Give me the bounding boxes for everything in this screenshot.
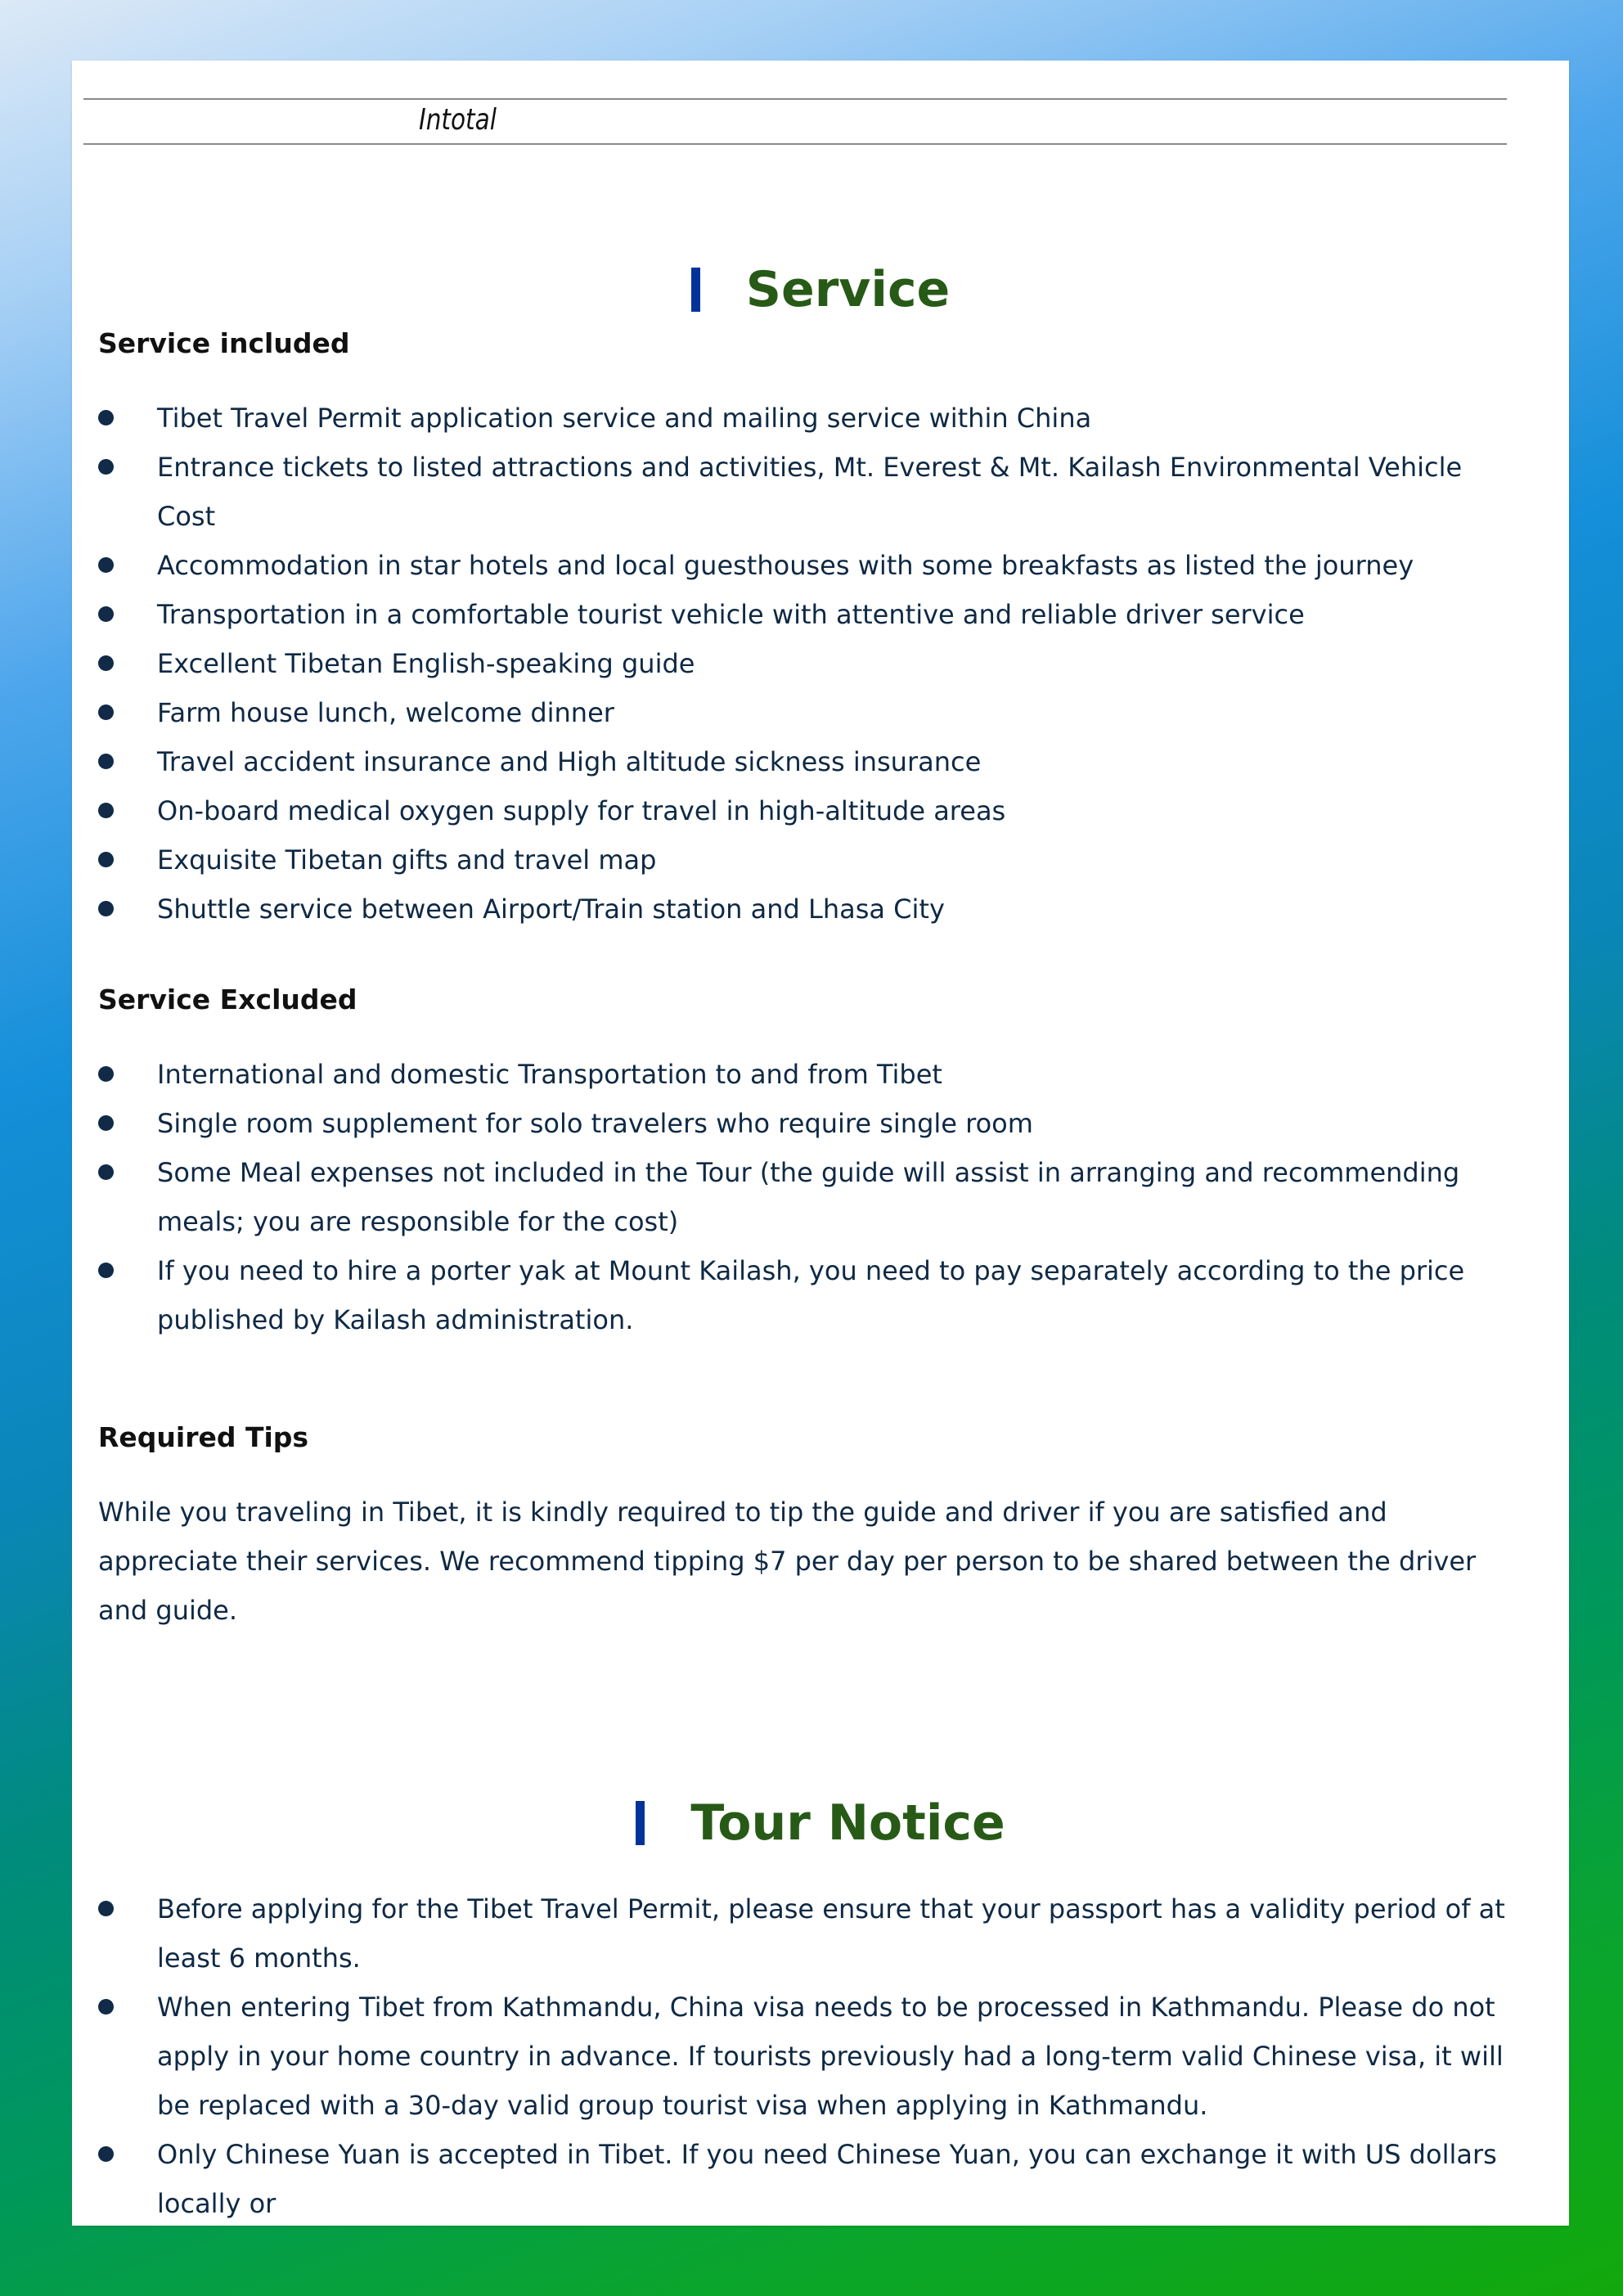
- included-item-text: Travel accident insurance and High altitude sickness insurance: [157, 746, 982, 777]
- included-item: [98, 688, 1522, 737]
- excluded-item-text: Some Meal expenses not included in the Tour (the guide will assist in arranging and recommending meals; you are responsible for the cost): [157, 1157, 1460, 1237]
- bullet-icon: [98, 901, 114, 916]
- excluded-item: [98, 1246, 1522, 1344]
- notice-item-text: When entering Tibet from Kathmandu, China visa needs to be processed in Kathmandu. Please do not apply in your home country in advance. If tourists previously had a long-term valid Chinese visa, it will be replaced with a 30-day valid group tourist visa when applying in Kathmandu.: [157, 1992, 1504, 2121]
- bullet-icon: [98, 1164, 114, 1180]
- bullet-icon: [98, 852, 114, 867]
- bullet-icon: [98, 606, 114, 622]
- service-title: Service: [745, 261, 951, 318]
- notice-item-text: Only Chinese Yuan is accepted in Tibet. If you need Chinese Yuan, you can exchange it with US dollars locally or: [157, 2139, 1497, 2219]
- excluded-item-text: If you need to hire a porter yak at Mount Kailash, you need to pay separately according to the price published by Kailash administration.: [157, 1255, 1465, 1335]
- included-item-text: Transportation in a comfortable tourist vehicle with attentive and reliable driver service: [157, 599, 1305, 630]
- excluded-item-text: International and domestic Transportation to and from Tibet: [157, 1059, 942, 1090]
- included-item-text: Shuttle service between Airport/Train station and Lhasa City: [157, 894, 945, 925]
- service-section-title: [72, 257, 1569, 322]
- tour-notice-list: [98, 1884, 1522, 2226]
- included-item-text: Tibet Travel Permit application service and mailing service within China: [157, 403, 1092, 434]
- bullet-icon: [98, 459, 114, 475]
- bullet-icon: [98, 1999, 114, 2015]
- bullet-icon: [98, 803, 114, 818]
- tour-notice-section-title: [72, 1790, 1569, 1856]
- excluded-item: [98, 1050, 1522, 1099]
- title-accent-bar: [691, 268, 700, 312]
- tour-notice-title: Tour Notice: [690, 1794, 1005, 1852]
- included-item: [98, 885, 1522, 934]
- bullet-icon: [98, 705, 114, 720]
- bullet-icon: [98, 1115, 114, 1131]
- excluded-item: [98, 1148, 1522, 1246]
- total-row: [83, 98, 1507, 145]
- notice-item: [98, 1884, 1522, 1983]
- bullet-icon: [98, 410, 114, 425]
- bullet-icon: [98, 1263, 114, 1278]
- included-item: [98, 443, 1522, 541]
- included-item-text: On-board medical oxygen supply for travel in high-altitude areas: [157, 795, 1006, 826]
- included-item: [98, 590, 1522, 639]
- service-included-list: [98, 394, 1522, 934]
- bullet-icon: [98, 2146, 114, 2162]
- bullet-icon: [98, 1901, 114, 1916]
- notice-item: [98, 1983, 1522, 2130]
- service-excluded-list: [98, 1050, 1522, 1344]
- included-item: [98, 737, 1522, 786]
- service-excluded-heading: Service Excluded: [98, 984, 357, 1015]
- title-accent-bar: [636, 1801, 645, 1845]
- service-included-heading: Service included: [98, 327, 350, 359]
- bullet-icon: [98, 655, 114, 671]
- document-page: [72, 61, 1569, 2226]
- excluded-item-text: Single room supplement for solo travelers who require single room: [157, 1108, 1033, 1139]
- included-item: [98, 786, 1522, 835]
- required-tips-heading: Required Tips: [98, 1421, 309, 1453]
- excluded-item: [98, 1099, 1522, 1148]
- included-item: [98, 394, 1522, 443]
- included-item: [98, 541, 1522, 590]
- included-item-text: Farm house lunch, welcome dinner: [157, 697, 614, 728]
- notice-item: [98, 2130, 1522, 2226]
- bullet-icon: [98, 754, 114, 769]
- bullet-icon: [98, 1066, 114, 1082]
- total-label: Intotal: [419, 103, 497, 137]
- bullet-icon: [98, 557, 114, 573]
- included-item-text: Exquisite Tibetan gifts and travel map: [157, 844, 657, 876]
- required-tips-text: While you traveling in Tibet, it is kindly required to tip the guide and driver if you are satisfied and appreciate their services. We recommend tipping $7 per day per person to be shared between the driver and guide.: [98, 1497, 1477, 1626]
- included-item: [98, 835, 1522, 885]
- notice-item-text: Before applying for the Tibet Travel Permit, please ensure that your passport has a validity period of at least 6 months.: [157, 1893, 1505, 1974]
- included-item: [98, 639, 1522, 688]
- included-item-text: Accommodation in star hotels and local guesthouses with some breakfasts as listed the journey: [157, 550, 1414, 581]
- included-item-text: Entrance tickets to listed attractions and activities, Mt. Everest & Mt. Kailash Environmental Vehicle Cost: [157, 452, 1463, 532]
- included-item-text: Excellent Tibetan English-speaking guide: [157, 648, 695, 679]
